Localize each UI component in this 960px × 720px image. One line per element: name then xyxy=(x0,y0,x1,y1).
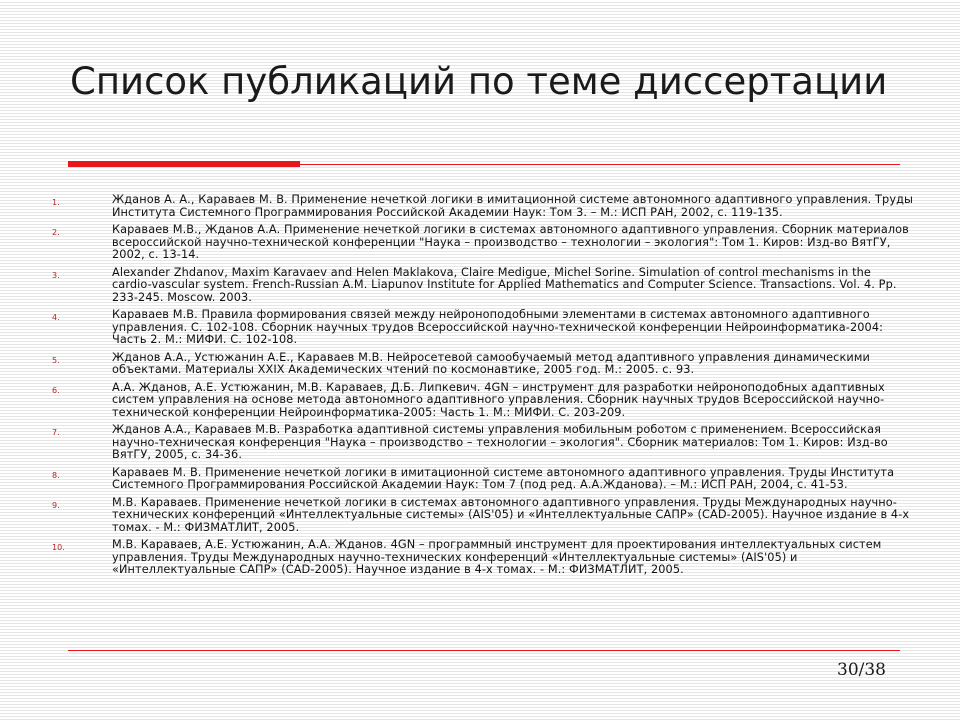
list-item-text: Караваев М. В. Применение нечеткой логики в имитационной системе автономного адаптивного управления. Труды Института Системного Программирования Российской Академии Наук: Том 7 (под ред. А.А.Жданова). – М.: ИСП РАН, 2004, с. 41-53. xyxy=(112,465,895,491)
publication-list xyxy=(44,194,914,582)
list-item xyxy=(44,309,914,347)
list-item-text: М.В. Караваев, А.Е. Устюжанин, А.А. Жданов. 4GN – программный инструмент для проектирования интеллектуальных систем управления. Труды Международных научно-технических конференций «Интеллектуальные системы» (AIS'05) и «Интеллектуальные САПР» (CAD-2005). Научное издание в 4-х томах. - М.: ФИЗМАТЛИТ, 2005. xyxy=(112,538,882,576)
list-item-text: Караваев М.В., Жданов А.А. Применение нечеткой логики в системах автономного адаптивного управления. Сборник материалов всероссийской научно-технической конференции "Наука – производство – технологии – экология": Том 1. Киров: Изд-во ВятГУ, 2002, с. 13-14. xyxy=(112,223,909,261)
list-item-number: 6. xyxy=(52,385,60,395)
list-item-text: А.А. Жданов, А.Е. Устюжанин, М.В. Караваев, Д.Б. Липкевич. 4GN – инструмент для разработки нейроноподобных адаптивных систем управления на основе метода автономного адаптивного управления. Сборник научных трудов Всероссийской научно-технической конференции Нейроинформатика-2005: Часть 1. М.: МИФИ. С. 203-209. xyxy=(112,380,885,419)
list-item-number: 3. xyxy=(52,270,60,280)
list-item-number: 7. xyxy=(52,428,60,437)
list-item xyxy=(44,352,914,377)
list-item-number: 1. xyxy=(52,198,60,207)
list-item-text: Alexander Zhdanov, Maxim Karavaev and Helen Maklakova, Claire Medigue, Michel Sorine. Simulation of control mechanisms in the cardio-vascular system. French-Russian A.M. Liapunov Institute for Applied Mathematics and Computer Science. Transactions. Vol. 4. Pp. 233-245. Moscow. 2003. xyxy=(112,265,897,304)
list-item xyxy=(44,539,914,577)
list-item-number: 4. xyxy=(52,313,60,322)
list-item xyxy=(44,424,914,462)
list-item-text: Жданов А.А., Устюжанин А.Е., Караваев М.В. Нейросетевой самообучаемый метод адаптивного управления динамическими объектами. Материалы XXIX Академических чтений по космонавтике, 2005 год. М.: 2005. с. 93. xyxy=(112,350,870,376)
page-number: 30/38 xyxy=(837,660,886,680)
list-item-text: М.В. Караваев. Применение нечеткой логики в системах автономного адаптивного управления. Труды Международных научно-технических конференций «Интеллектуальные системы» (AIS'05) и «Интеллектуальные САПР» (CAD-2005). Научное издание в 4-х томах. - М.: ФИЗМАТЛИТ, 2005. xyxy=(112,495,910,534)
list-item-text: Жданов А. А., Караваев М. В. Применение нечеткой логики в имитационной системе автономного адаптивного управления. Труды Института Системного Программирования Российской Академии Наук: Том 3. – М.: ИСП РАН, 2002, с. 119-135. xyxy=(112,193,914,219)
list-item xyxy=(44,224,914,262)
list-item-number: 9. xyxy=(52,500,60,510)
list-item xyxy=(44,467,914,492)
title-underline-line xyxy=(300,164,900,165)
list-item-number: 10. xyxy=(52,543,65,552)
list-item xyxy=(44,382,914,420)
list-item-number: 5. xyxy=(52,355,60,365)
title-underline xyxy=(68,161,900,167)
list-item xyxy=(44,194,914,219)
list-item-text: Жданов А.А., Караваев М.В. Разработка адаптивной системы управления мобильным роботом с применением. Всероссийская научно-техническая конференция "Наука – производство – технологии – экология". Сборник материалов: Том 1. Киров: Изд-во ВятГУ, 2005, с. 34-36. xyxy=(112,423,888,461)
list-item-number: 8. xyxy=(52,470,60,480)
slide-title: Список публикаций по теме диссертации xyxy=(70,60,888,103)
list-item-text: Караваев М.В. Правила формирования связей между нейроноподобными элементами в системах автономного адаптивного управления. С. 102-108. Сборник научных трудов Всероссийской научно-технической конференции Нейроинформатика-2004: Часть 2. М.: МИФИ. С. 102-108. xyxy=(112,308,884,346)
list-item xyxy=(44,497,914,535)
list-item xyxy=(44,267,914,305)
footer-rule xyxy=(68,650,900,651)
list-item-number: 2. xyxy=(52,228,60,237)
title-underline-accent xyxy=(68,161,300,167)
